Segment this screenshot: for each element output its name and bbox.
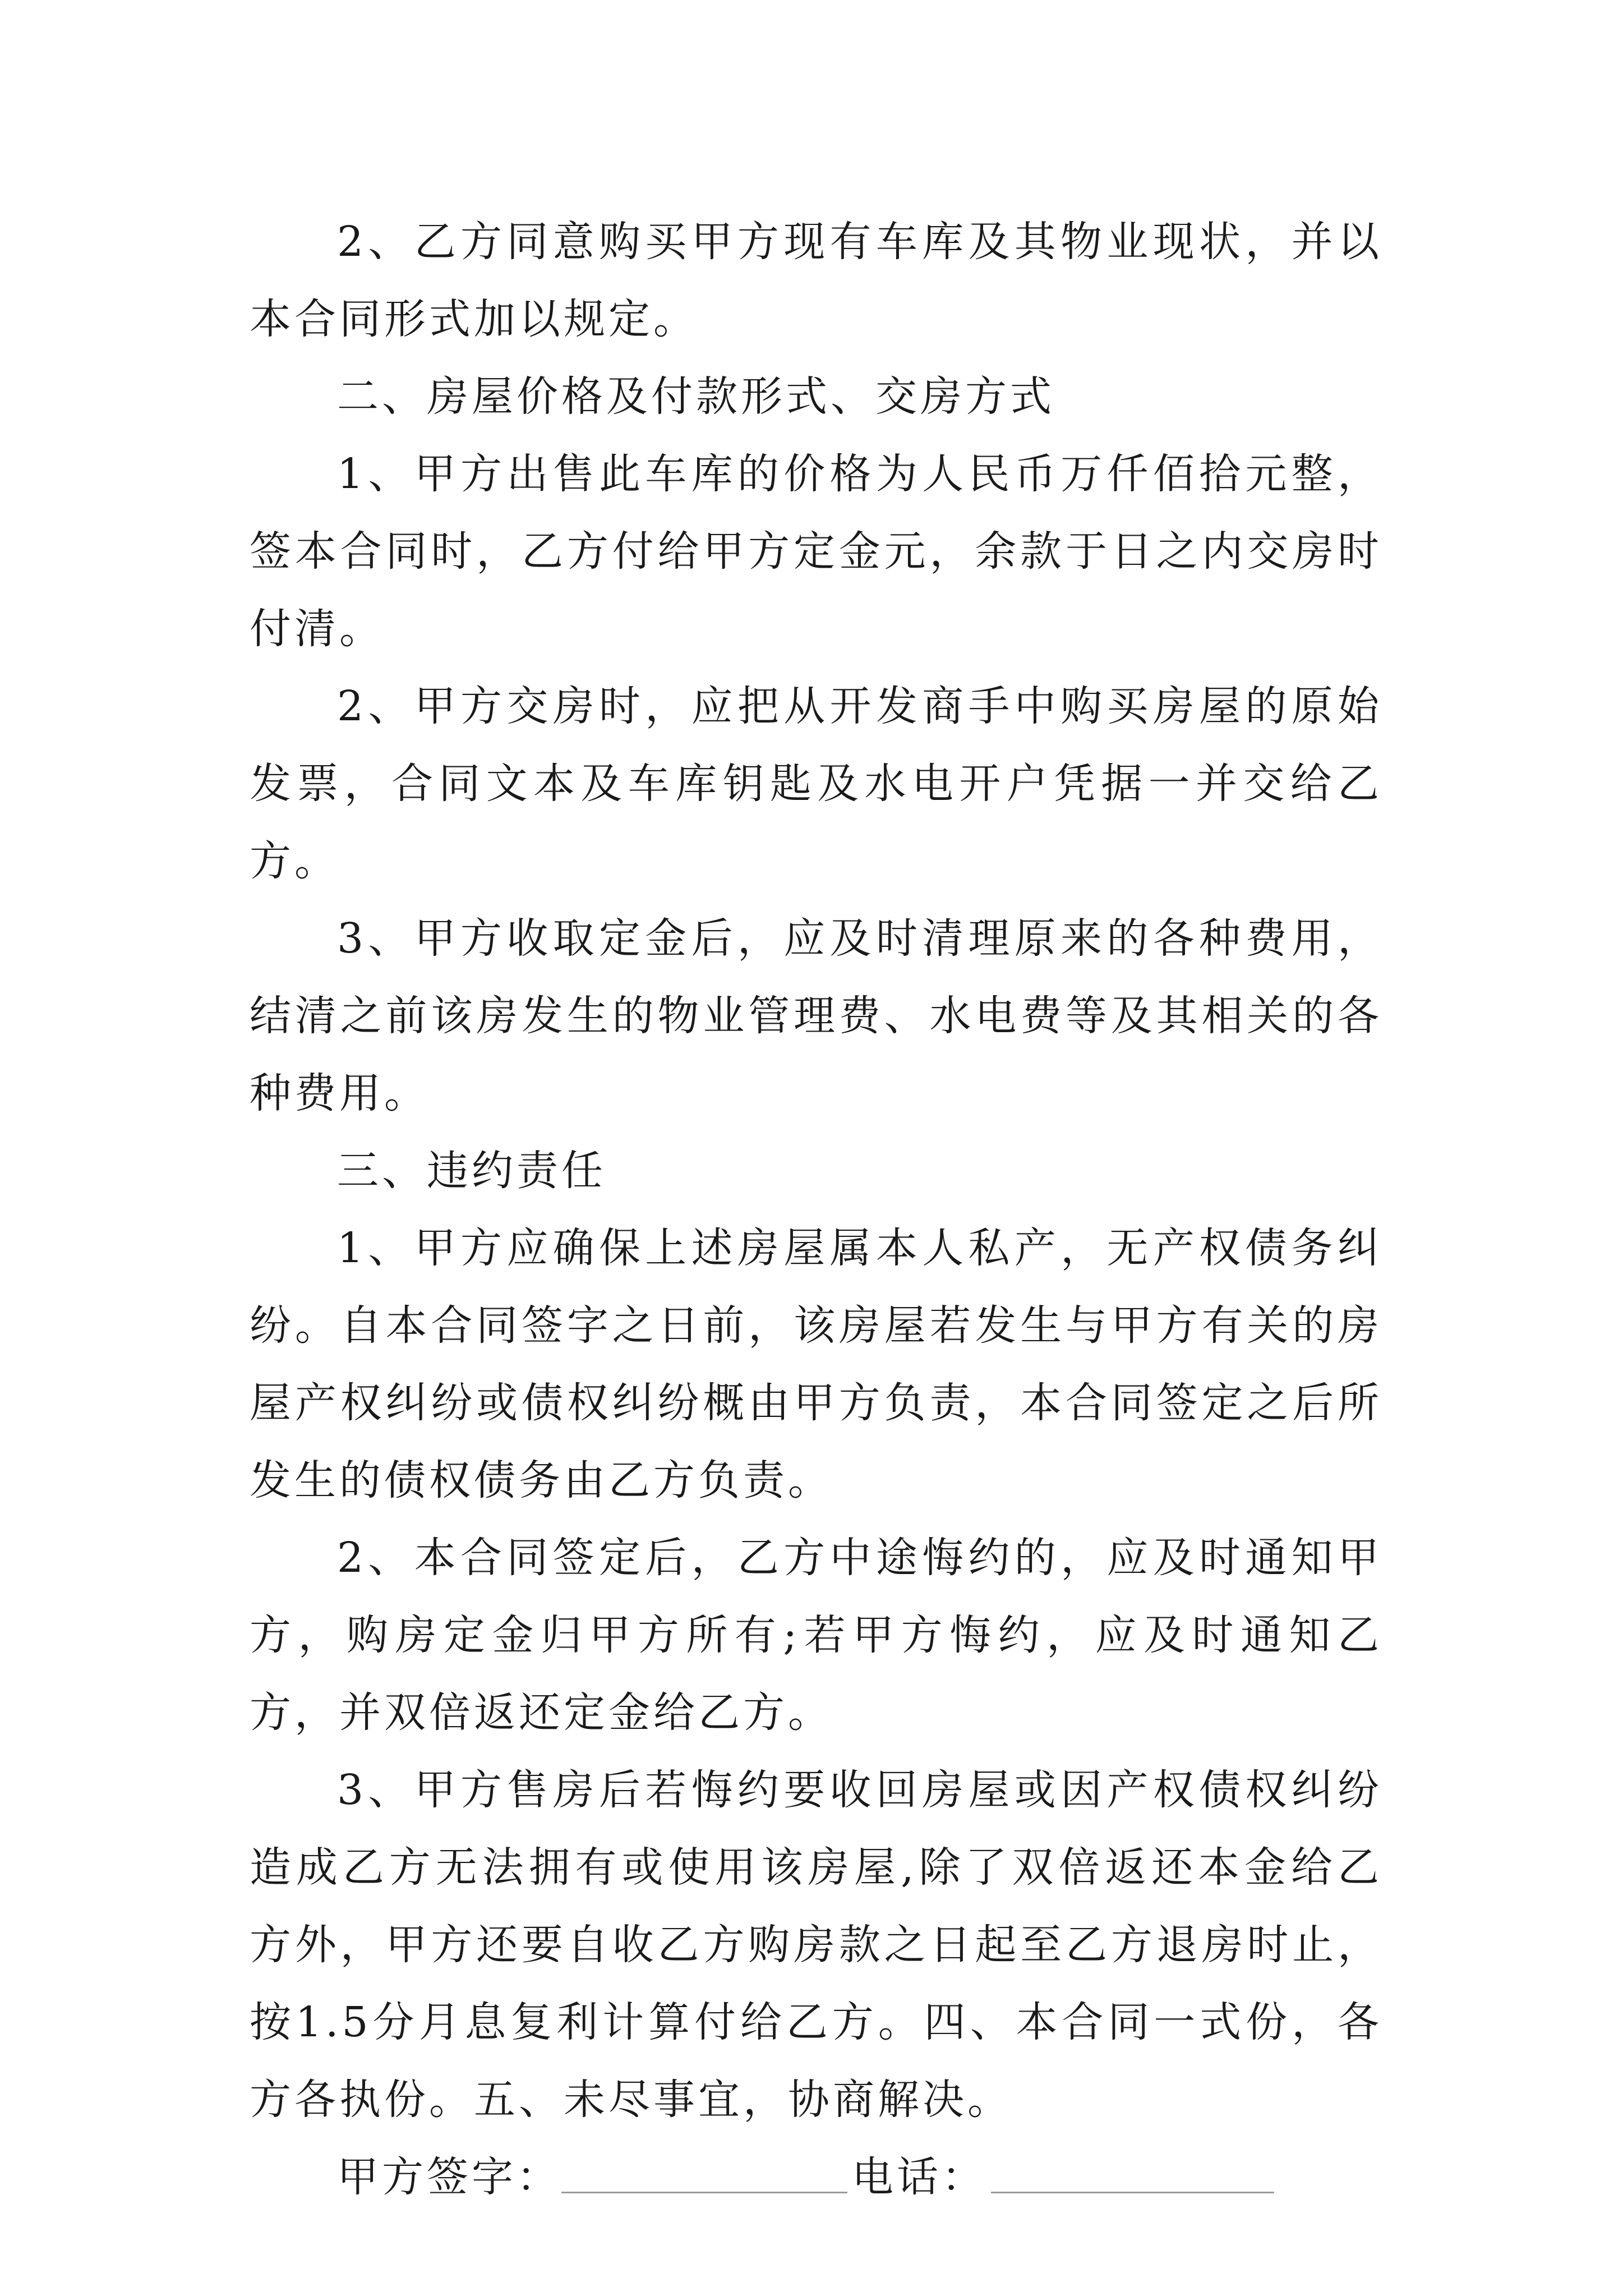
paragraph-compensation: 3、甲方售房后若悔约要收回房屋或因产权债权纠纷造成乙方无法拥有或使用该房屋,除了双倍返还本金给乙方外，甲方还要自收乙方购房款之日起至乙方退房时止，按1.5分月息复利计算付给乙方。四、本合同一式份，各方各执份。五、未尽事宜，协商解决。 — [250, 1766, 1382, 2124]
paragraph-ownership: 1、甲方应确保上述房屋属本人私产，无产权债务纠纷。自本合同签字之日前，该房屋若发生与甲方有关的房屋产权纠纷或债权纠纷概由甲方负责，本合同签定之后所发生的债权债务由乙方负责。 — [250, 1224, 1382, 1504]
paragraph-fees: 3、甲方收取定金后，应及时清理原来的各种费用，结清之前该房发生的物业管理费、水电费等及其相关的各种费用。 — [250, 914, 1382, 1117]
phone-label: 电话： — [852, 2153, 986, 2201]
phone-blank — [991, 2157, 1274, 2193]
party-a-signature-blank — [561, 2157, 847, 2193]
paragraph-price: 1、甲方出售此车库的价格为人民币万仟佰拾元整，签本合同时，乙方付给甲方定金元，余款于日之内交房时付清。 — [250, 450, 1382, 653]
section-heading-price: 二、房屋价格及付款形式、交房方式 — [337, 372, 1055, 421]
paragraph-breach: 2、本合同签定后，乙方中途悔约的，应及时通知甲方，购房定金归甲方所有;若甲方悔约，应及时通知乙方，并双倍返还定金给乙方。 — [250, 1534, 1382, 1737]
paragraph-agreement: 2、乙方同意购买甲方现有车库及其物业现状，并以本合同形式加以规定。 — [250, 218, 1382, 343]
contract-body — [250, 203, 1382, 2216]
party-a-signature-label: 甲方签字： — [337, 2153, 561, 2201]
signature-row — [337, 2138, 1382, 2216]
paragraph-handover: 2、甲方交房时，应把从开发商手中购买房屋的原始发票，合同文本及车库钥匙及水电开户凭据一并交给乙方。 — [250, 682, 1382, 885]
section-heading-liability: 三、违约责任 — [337, 1147, 606, 1195]
